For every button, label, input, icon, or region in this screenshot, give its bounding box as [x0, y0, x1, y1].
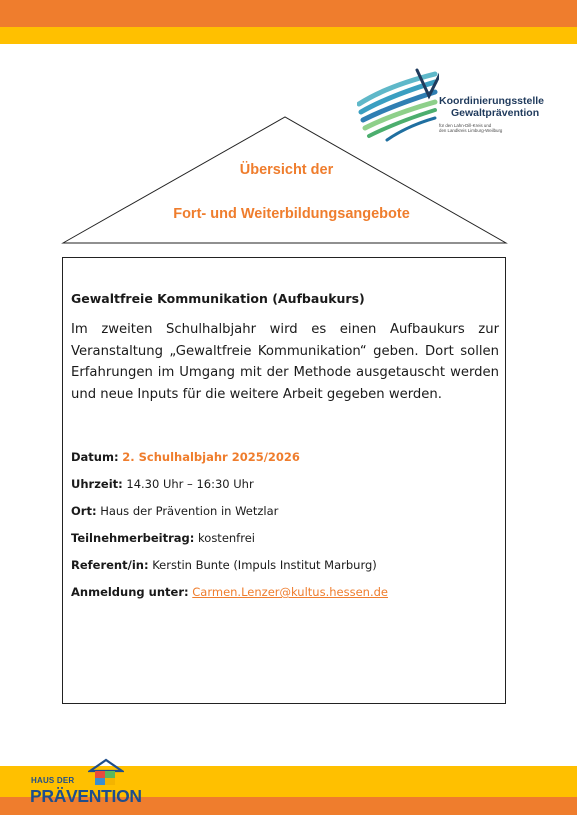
- anmeldung-label: Anmeldung unter:: [71, 585, 189, 599]
- detail-anmeldung: [71, 585, 388, 599]
- ort-value: Haus der Prävention in Wetzlar: [100, 504, 279, 518]
- detail-teilnehmerbeitrag: [71, 531, 255, 545]
- logo-subtitle-line2: den Landkreis Limburg-Weilburg: [439, 128, 503, 133]
- detail-uhrzeit: [71, 477, 254, 491]
- puzzle-house-icon: [88, 758, 124, 786]
- datum-label: Datum:: [71, 450, 119, 464]
- logo-title-line2: Gewaltprävention: [451, 107, 540, 119]
- heading-line1: Übersicht der: [239, 162, 334, 178]
- referent-label: Referent/in:: [71, 558, 149, 572]
- uhrzeit-label: Uhrzeit:: [71, 477, 123, 491]
- datum-value: 2. Schulhalbjahr 2025/2026: [122, 450, 300, 464]
- logo-line2: PRÄVENTION: [30, 786, 142, 806]
- logo-subtitle-line1: für den Lahn-Dill-Kreis und: [439, 123, 492, 128]
- haus-der-praevention-logo: [30, 756, 142, 812]
- beitrag-value: kostenfrei: [198, 531, 255, 545]
- logo-title-line1: Koordinierungsstelle: [439, 95, 545, 107]
- anmeldung-email-link[interactable]: Carmen.Lenzer@kultus.hessen.de: [192, 585, 388, 599]
- detail-referent: [71, 558, 377, 572]
- course-title: Gewaltfreie Kommunikation (Aufbaukurs): [71, 291, 365, 306]
- referent-value: Kerstin Bunte (Impuls Institut Marburg): [152, 558, 377, 572]
- beitrag-label: Teilnehmerbeitrag:: [71, 531, 195, 545]
- course-box: [62, 257, 506, 704]
- detail-ort: [71, 504, 278, 518]
- ort-label: Ort:: [71, 504, 97, 518]
- course-description: Im zweiten Schulhalbjahr wird es einen Aufbaukurs zur Veranstaltung „Gewaltfreie Kommunikation“ geben. Dort sollen Erfahrungen im Umgang mit der Methode ausgetauscht werden und neue Inputs für die weitere Arbeit gegeben werden.: [71, 322, 499, 402]
- heading-line2: Fort- und Weiterbildungsangebote: [173, 206, 410, 222]
- uhrzeit-value: 14.30 Uhr – 16:30 Uhr: [126, 477, 254, 491]
- detail-datum: [71, 450, 300, 464]
- logo-line1: HAUS DER: [31, 776, 75, 785]
